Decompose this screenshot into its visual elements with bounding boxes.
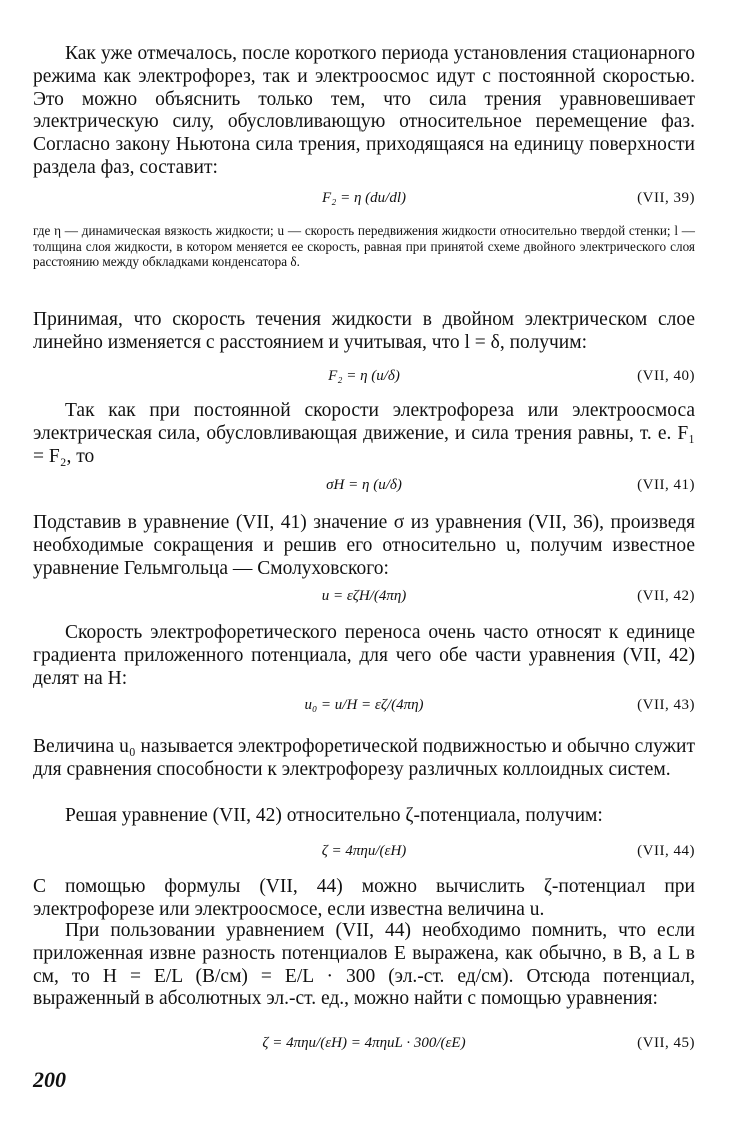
paragraph-1: Как уже отмечалось, после короткого периода установления стационарного режима как электрофорез, так и электроосмос идут с постоянной скоростью. Это можно объяснить только тем, что сила трения уравновешивает электрическую силу, обусловливающую относительное перемещение фаз. Согласно закону Ньютона сила трения, приходящаяся на единицу поверхности раздела фаз, составит: xyxy=(33,43,695,178)
equation-vii-40 xyxy=(33,368,695,390)
equation-vii-43 xyxy=(33,697,695,719)
equation-formula: u = εζH/(4πη) xyxy=(321,588,407,604)
equation-number: (VII, 45) xyxy=(637,1035,695,1051)
equation-formula: ζ = 4πηu/(εH) xyxy=(321,843,407,859)
equation-formula: u₀ = u/H = εζ/(4πη) xyxy=(304,697,424,713)
equation-number: (VII, 42) xyxy=(637,588,695,604)
paragraph-7: Решая уравнение (VII, 42) относительно ζ-потенциала, получим: xyxy=(65,805,603,826)
paragraph-5: Скорость электрофоретического переноса очень часто относят к единице градиента приложенного потенциала, для чего обе части уравнения (VII, 42) делят на H: xyxy=(33,622,695,689)
equation-vii-42 xyxy=(33,588,695,610)
paragraph-8: С помощью формулы (VII, 44) можно вычислить ζ-потенциал при электрофорезе или электроосмосе, если известна величина u. xyxy=(33,876,695,920)
equation-number: (VII, 44) xyxy=(637,843,695,859)
equation-number: (VII, 41) xyxy=(637,477,695,493)
equation-formula: F₂ = η (du/dl) xyxy=(321,190,407,206)
equation-formula: σH = η (u/δ) xyxy=(326,477,402,493)
equation-vii-39 xyxy=(33,190,695,212)
equation-vii-44 xyxy=(33,843,695,865)
equation-vii-41 xyxy=(33,477,695,499)
equation-formula: ζ = 4πηu/(εH) = 4πηuL · 300/(εE) xyxy=(262,1035,466,1051)
paragraph-3: Так как при постоянной скорости электрофореза или электроосмоса электрическая сила, обусловливающая движение, и сила трения равны, т. е. F₁ = F₂, то xyxy=(33,400,695,467)
paragraph-6: Величина u₀ называется электрофоретической подвижностью и обычно служит для сравнения способности к электрофорезу различных коллоидных систем. xyxy=(33,736,695,780)
equation-number: (VII, 39) xyxy=(637,190,695,206)
equation-number: (VII, 43) xyxy=(637,697,695,713)
paragraph-4: Подставив в уравнение (VII, 41) значение σ из уравнения (VII, 36), произведя необходимые сокращения и решив его относительно u, получим известное уравнение Гельмгольца — Смолуховского: xyxy=(33,512,695,579)
page-number: 200 xyxy=(33,1067,66,1092)
footnote-paragraph: где η — динамическая вязкость жидкости; u — скорость передвижения жидкости относительно твердой стенки; l — толщина слоя жидкости, в котором меняется ее скорость, равная при принятой схеме двойного электрического слоя расстоянию между обкладками конденсатора δ. xyxy=(33,223,695,270)
equation-vii-45 xyxy=(33,1035,695,1057)
equation-number: (VII, 40) xyxy=(637,368,695,384)
equation-formula: F₂ = η (u/δ) xyxy=(328,368,400,384)
paragraph-2: Принимая, что скорость течения жидкости в двойном электрическом слое линейно изменяется с расстоянием и учитывая, что l = δ, получим: xyxy=(33,309,695,353)
paragraph-9: При пользовании уравнением (VII, 44) необходимо помнить, что если приложенная извне разность потенциалов E выражена, как обычно, в В, а L в см, то H = E/L (В/см) = E/L · 300 (эл.-ст. ед/см). Отсюда потенциал, выраженный в абсолютных эл.-ст. ед., можно найти с помощью уравнения: xyxy=(33,920,695,1010)
